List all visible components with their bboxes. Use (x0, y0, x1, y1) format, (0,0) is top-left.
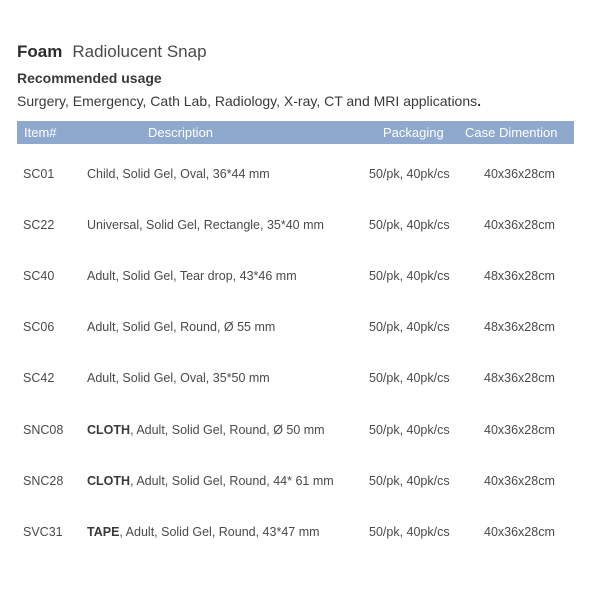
description-prefix: CLOTH (87, 474, 131, 488)
table-header (17, 121, 574, 144)
cell-packaging: 50/pk, 40pk/cs (369, 474, 450, 488)
cell-description (87, 474, 334, 488)
cell-item: SNC08 (23, 423, 64, 437)
cell-item: SC06 (23, 320, 55, 334)
cell-description (87, 269, 297, 283)
column-header-packaging: Packaging (383, 125, 444, 140)
cell-packaging: 50/pk, 40pk/cs (369, 218, 450, 232)
cell-description (87, 423, 325, 437)
cell-case-dimension: 48x36x28cm (484, 320, 555, 334)
description-text: Adult, Solid Gel, Tear drop, 43*46 mm (87, 269, 297, 283)
cell-description (87, 371, 270, 385)
description-text: Universal, Solid Gel, Rectangle, 35*40 mm (87, 218, 324, 232)
cell-case-dimension: 40x36x28cm (484, 167, 555, 181)
cell-packaging: 50/pk, 40pk/cs (369, 371, 450, 385)
recommended-usage-label: Recommended usage (17, 70, 162, 86)
page-title: Foam (17, 42, 63, 61)
table-row (17, 525, 574, 545)
cell-packaging: 50/pk, 40pk/cs (369, 423, 450, 437)
cell-case-dimension: 40x36x28cm (484, 525, 555, 539)
description-text: Adult, Solid Gel, Round, Ø 55 mm (87, 320, 276, 334)
recommended-usage-period: . (477, 93, 482, 109)
cell-item: SC22 (23, 218, 55, 232)
cell-case-dimension: 40x36x28cm (484, 218, 555, 232)
recommended-usage-text (17, 93, 481, 109)
table-row (17, 320, 574, 340)
cell-case-dimension: 40x36x28cm (484, 474, 555, 488)
page-subtitle: Radiolucent Snap (72, 42, 207, 61)
cell-item: SC42 (23, 371, 55, 385)
cell-packaging: 50/pk, 40pk/cs (369, 320, 450, 334)
cell-packaging: 50/pk, 40pk/cs (369, 269, 450, 283)
recommended-usage-body: Surgery, Emergency, Cath Lab, Radiology, X-ray, CT and MRI applications (17, 93, 478, 109)
page-heading (17, 42, 207, 62)
cell-item: SC40 (23, 269, 55, 283)
description-prefix: CLOTH (87, 423, 131, 437)
cell-description (87, 320, 275, 334)
description-text: , Adult, Solid Gel, Round, 43*47 mm (119, 525, 320, 539)
description-prefix: TAPE (87, 525, 120, 539)
table-row (17, 218, 574, 238)
cell-case-dimension: 48x36x28cm (484, 371, 555, 385)
description-text: Adult, Solid Gel, Oval, 35*50 mm (87, 371, 270, 385)
cell-packaging: 50/pk, 40pk/cs (369, 525, 450, 539)
cell-description (87, 167, 270, 181)
column-header-case-dimension: Case Dimention (465, 125, 558, 140)
column-header-item: Item# (24, 125, 57, 140)
table-row (17, 371, 574, 391)
cell-case-dimension: 40x36x28cm (484, 423, 555, 437)
description-text: Child, Solid Gel, Oval, 36*44 mm (87, 167, 270, 181)
cell-packaging: 50/pk, 40pk/cs (369, 167, 450, 181)
cell-description (87, 218, 324, 232)
table-row (17, 269, 574, 289)
cell-case-dimension: 48x36x28cm (484, 269, 555, 283)
column-header-description: Description (148, 125, 214, 140)
table-row (17, 423, 574, 443)
cell-item: SC01 (23, 167, 55, 181)
cell-item: SNC28 (23, 474, 64, 488)
cell-description (87, 525, 320, 539)
table-row (17, 167, 574, 187)
description-text: , Adult, Solid Gel, Round, Ø 50 mm (130, 423, 325, 437)
table-row (17, 474, 574, 494)
description-text: , Adult, Solid Gel, Round, 44* 61 mm (130, 474, 334, 488)
cell-item: SVC31 (23, 525, 63, 539)
